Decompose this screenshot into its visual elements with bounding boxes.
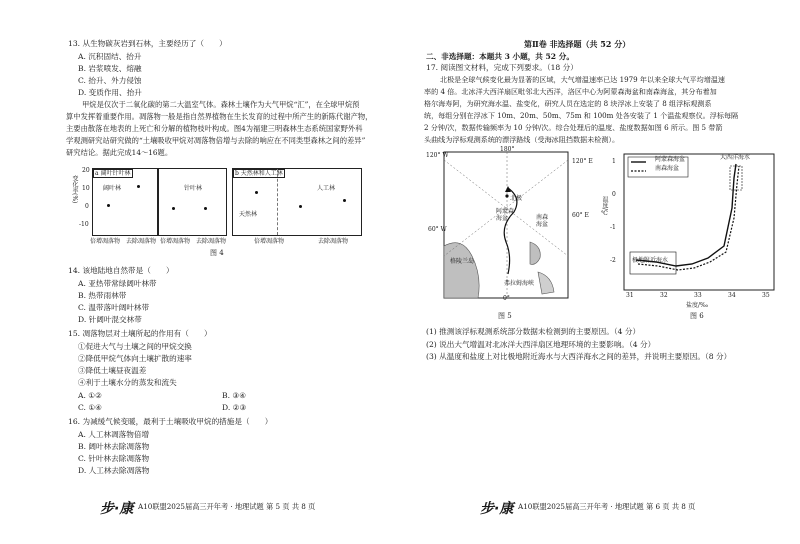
q14-option-b: B. 热带雨林带 bbox=[78, 291, 127, 300]
passage-line: 统，每组分别在浮冰下 10m、20m、50m、75m 和 100m 处各安装了 1 个温盐观察仪。浮标每隔 bbox=[424, 111, 739, 120]
fig5-label: 北极 bbox=[510, 195, 523, 202]
fig4-panel-tag: b 天然林和人工林 bbox=[235, 170, 283, 177]
fig4-point bbox=[343, 199, 346, 202]
fig6-xlabel: 盐度/‰ bbox=[686, 302, 709, 309]
fig4-ylabel: 变化率(%) bbox=[71, 175, 78, 204]
q15-option-d: D. ②③ bbox=[222, 403, 247, 412]
passage-line: 学观测研究站研究做的“土壤吸收甲烷对凋落物倍增与去除的响应在不同类型森林之间的差异” bbox=[66, 136, 366, 145]
q15-item: ②降低甲烷气体向土壤扩散的速率 bbox=[78, 354, 192, 363]
fig5-northpole-dot bbox=[505, 194, 508, 197]
fig4-ytick: -10 bbox=[79, 221, 89, 228]
q16-option-a: A. 人工林凋落物倍增 bbox=[78, 430, 150, 439]
q15-item: ③降低土壤昼夜温差 bbox=[78, 366, 147, 375]
q14-stem: 14. 该地陆地自然带是（ ） bbox=[68, 266, 174, 275]
page-footer: A10联盟2025届高三开年考 · 地理试题 第 5 页 共 8 页 bbox=[138, 502, 316, 511]
q13-option-c: C. 抬升、外力侵蚀 bbox=[78, 76, 142, 85]
q16-option-c: C. 针叶林去除凋落物 bbox=[78, 454, 150, 463]
fig6-ytick: 1 bbox=[612, 158, 616, 165]
fig6-ytick: -1 bbox=[610, 224, 616, 231]
fig4-panel-tag: a 阔叶针叶林 bbox=[95, 170, 131, 177]
fig4-panel-conifer bbox=[157, 168, 227, 236]
fig4-ytick: 20 bbox=[82, 167, 90, 174]
fig5-label: 180° bbox=[500, 146, 515, 153]
fig4-ytick: 10 bbox=[82, 185, 90, 192]
fig5-label: 120° E bbox=[572, 158, 593, 165]
passage-line: 格尔海寿阿，为研究海水温、盐变化，研究人员在选定的 8 块浮冰上安装了 8 组浮标观测系 bbox=[424, 99, 712, 108]
fig6-legend-label: 南森海盆 bbox=[655, 165, 680, 172]
page-footer: A10联盟2025届高三开年考 · 地理试题 第 6 页 共 8 页 bbox=[518, 502, 696, 511]
fig4-category: 倍增凋落物 bbox=[160, 238, 191, 245]
passage-line: 率的 4 倍。北冰洋大西洋扇区毗邻北大西洋，洛区中心为阿蒙森海盆和南森海盆，其分布着加 bbox=[424, 87, 717, 96]
q13-stem: 13. 从生物碳灰岩到石林，主要经历了（ ） bbox=[68, 39, 227, 48]
fig4-panel-broadleaf bbox=[92, 168, 159, 236]
brand-logo: 步·康 bbox=[480, 501, 514, 517]
q13-option-b: B. 岩浆喷发、熔融 bbox=[78, 64, 142, 73]
fig4-point bbox=[299, 205, 302, 208]
passage-line: 头曲线为浮标观测系统的漂浮路线（受海冰阻挡数据未检测）。 bbox=[424, 135, 620, 144]
q13-option-d: D. 变质作用、抬升 bbox=[78, 88, 142, 97]
q15-option-a: A. ①② bbox=[78, 391, 102, 400]
fig5-label: 南森海盆 bbox=[536, 214, 549, 228]
fig4-point bbox=[107, 204, 110, 207]
fig4-forest-label: 人工林 bbox=[317, 185, 336, 192]
right-page bbox=[400, 0, 800, 544]
fig4-ytick: 0 bbox=[85, 203, 89, 210]
passage-line: 算中发挥着重要作用。凋落物一般是指自然界植物在生长发育的过程中所产生的新陈代谢产物， bbox=[66, 112, 373, 121]
fig4-point bbox=[204, 207, 207, 210]
fig5-label: 60° W bbox=[428, 226, 447, 233]
fig6-xtick: 35 bbox=[762, 292, 770, 299]
fig5-label: 0° bbox=[503, 295, 510, 302]
q15-stem: 15. 凋落物层对土壤所起的作用有（ ） bbox=[68, 329, 212, 338]
fig6-annotation: 极地附近海水 bbox=[632, 257, 669, 264]
fig4-forest-label: 阔叶林 bbox=[103, 185, 122, 192]
q13-option-a: A. 沉积固结、抬升 bbox=[78, 52, 142, 61]
q17-subq-1: (1) 推测该浮标观测系统部分数据未检测到的主要原因。（4 分） bbox=[426, 327, 641, 336]
q15-option-b: B. ③④ bbox=[222, 391, 247, 400]
fig4-category: 去除凋落物 bbox=[318, 238, 349, 245]
section-title: 第Ⅱ卷 非选择题（共 52 分） bbox=[524, 39, 631, 49]
fig6-xtick: 32 bbox=[660, 292, 668, 299]
q15-item: ①促进大气与土壤之间的甲烷交换 bbox=[78, 342, 192, 351]
passage-line: 2 分钟/次，数据传输频率为 10 分钟/次。综合处理后的温度、盐度数据如图 6 所示。图 5 带箭 bbox=[424, 123, 723, 132]
q17-head: 17. 阅读图文材料，完成下列要求。（18 分） bbox=[426, 63, 578, 72]
fig6-annotation: 大西洋海水 bbox=[720, 154, 751, 161]
fig6-legend-label: 阿蒙森海盆 bbox=[655, 156, 686, 163]
fig4-caption: 图 4 bbox=[210, 249, 224, 257]
fig6-xtick: 33 bbox=[694, 292, 702, 299]
fig4-point bbox=[255, 191, 258, 194]
q16-option-b: B. 阔叶林去除凋落物 bbox=[78, 442, 150, 451]
q14-option-d: D. 针阔叶混交林带 bbox=[78, 315, 142, 324]
fig5-label: 120° W bbox=[426, 152, 449, 159]
fig5-label: 格陵兰岛 bbox=[450, 258, 475, 265]
fig4-divider bbox=[277, 169, 278, 235]
passage-line: 主要由散落在地表的上死亡和分解的植物枝叶构成。图4为福建三明森林生态系统国家野外科 bbox=[66, 124, 363, 133]
fig6-xtick: 31 bbox=[626, 292, 634, 299]
q16-stem: 16. 为减缓气候变暖，最利于土壤吸收甲烷的措施是（ ） bbox=[68, 417, 273, 426]
q16-option-d: D. 人工林去除凋落物 bbox=[78, 466, 150, 475]
q14-option-c: C. 温带落叶阔叶林带 bbox=[78, 303, 150, 312]
fig4-point bbox=[137, 185, 140, 188]
fig4-category: 去除凋落物 bbox=[126, 238, 157, 245]
fig4-forest-label: 针叶林 bbox=[184, 185, 203, 192]
q17-subq-2: (2) 说出大气增温对北冰洋大西洋扇区地理环境的主要影响。（4 分） bbox=[426, 340, 656, 349]
q15-item: ④利于土壤水分的蒸发和流失 bbox=[78, 378, 177, 387]
brand-logo: 步·康 bbox=[100, 501, 134, 517]
passage-line: 研究结论。据此完成14～16题。 bbox=[66, 148, 173, 157]
fig5-label: 弗拉姆海峡 bbox=[504, 280, 535, 287]
fig4-point bbox=[172, 207, 175, 210]
q17-subq-3: (3) 从温度和盐度上对比极地附近海水与大西洋海水之间的差异，并说明主要原因。（8 分） bbox=[426, 352, 732, 361]
fig4-panel-natural-planted bbox=[232, 168, 362, 236]
fig5-label: 60° E bbox=[572, 212, 589, 219]
fig4-category: 倍增凋落物 bbox=[254, 238, 285, 245]
passage-line: 甲烷是仅次于二氧化碳的第二大温室气体。森林土壤作为大气甲烷“汇”，在全球甲烷预 bbox=[82, 100, 360, 109]
fig5-label: 阿蒙森海盆 bbox=[496, 208, 515, 222]
fig4-forest-label: 天然林 bbox=[239, 211, 258, 218]
fig6-svg bbox=[596, 148, 786, 308]
q15-option-c: C. ①④ bbox=[78, 403, 102, 412]
section-note: 二、非选择题：本题共 3 小题，共 52 分。 bbox=[426, 52, 574, 61]
passage-line: 北极是全球气候变化最为显著的区域，大气增温速率已达 1979 年以来全球大气平均增温速 bbox=[440, 75, 726, 84]
fig6-ytick: 0 bbox=[612, 191, 616, 198]
fig6-caption: 图 6 bbox=[690, 312, 704, 320]
fig6-ytick: -2 bbox=[610, 257, 616, 264]
fig5-caption: 图 5 bbox=[498, 312, 512, 320]
fig4-category: 倍增凋落物 bbox=[90, 238, 121, 245]
fig6-ylabel: 温度/℃ bbox=[601, 196, 608, 218]
fig4-category: 去除凋落物 bbox=[196, 238, 227, 245]
q14-option-a: A. 亚热带常绿阔叶林带 bbox=[78, 279, 157, 288]
fig6-xtick: 34 bbox=[728, 292, 736, 299]
